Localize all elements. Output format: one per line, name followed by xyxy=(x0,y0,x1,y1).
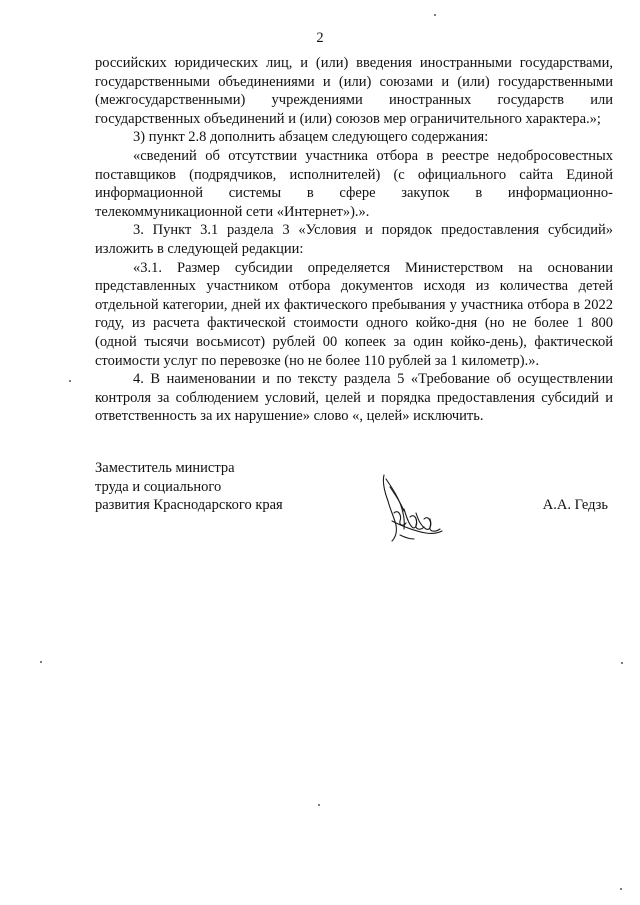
paragraph-unscrupulous-suppliers: «сведений об отсутствии участника отбора в реестре недобросовестных поставщиков (подрядчиков, исполнителей) (с официального сайта Единой информационной системы в сфере закупок в информационно-телекоммуникационной сети «Интернет»).». xyxy=(95,147,613,220)
paragraph-clause-3-1: 3. Пункт 3.1 раздела 3 «Условия и порядок предоставления субсидий» изложить в следующей редакции: xyxy=(95,222,613,257)
signatory-name: А.А. Гедзь xyxy=(542,497,608,513)
scan-speck xyxy=(69,380,71,382)
handwritten-signature xyxy=(370,469,450,549)
position-line: Заместитель министра xyxy=(95,460,235,476)
paragraph-section-5: 4. В наименовании и по тексту раздела 5 «Требование об осуществлении контроля за соблюдением условий, целей и порядка предоставления субсидий и ответственность за их нарушение» слово «, целей» исключить. xyxy=(95,371,613,425)
signature-block xyxy=(95,459,613,559)
position-line: труда и социального xyxy=(95,478,222,495)
document-body xyxy=(95,54,613,426)
paragraph-clause-2-8: 3) пункт 2.8 дополнить абзацем следующего содержания: xyxy=(133,129,489,146)
page-number: 2 xyxy=(316,30,324,46)
scan-speck xyxy=(620,888,622,890)
scan-speck xyxy=(621,662,623,664)
scan-speck xyxy=(318,804,320,806)
paragraph-foreign-restrictions: российских юридических лиц, и (или) введения иностранными государствами, государственными объединениями и (или) союзами и (или) государственными (межгосударственными) учреждениями иностранных государств или государственных объединений и (или) союзов мер ограничительного характера.»; xyxy=(95,55,613,127)
position-line: развития Краснодарского края xyxy=(95,497,283,514)
scan-speck xyxy=(434,14,436,16)
paragraph-subsidy-amount: «3.1. Размер субсидии определяется Министерством на основании представленных участником отбора документов исходя из количества детей отдельной категории, дней их фактического пребывания у участника отбора в 2022 году, из расчета фактической стоимости одного койко-дня (но не более 1 800 (одной тысячи восьмисот) рублей 00 копеек за один койко-день), фактической стоимости услуг по перевозке (но не более 110 рублей за 1 километр).». xyxy=(95,259,613,369)
signatory-position xyxy=(95,459,283,515)
scan-speck xyxy=(40,661,42,663)
